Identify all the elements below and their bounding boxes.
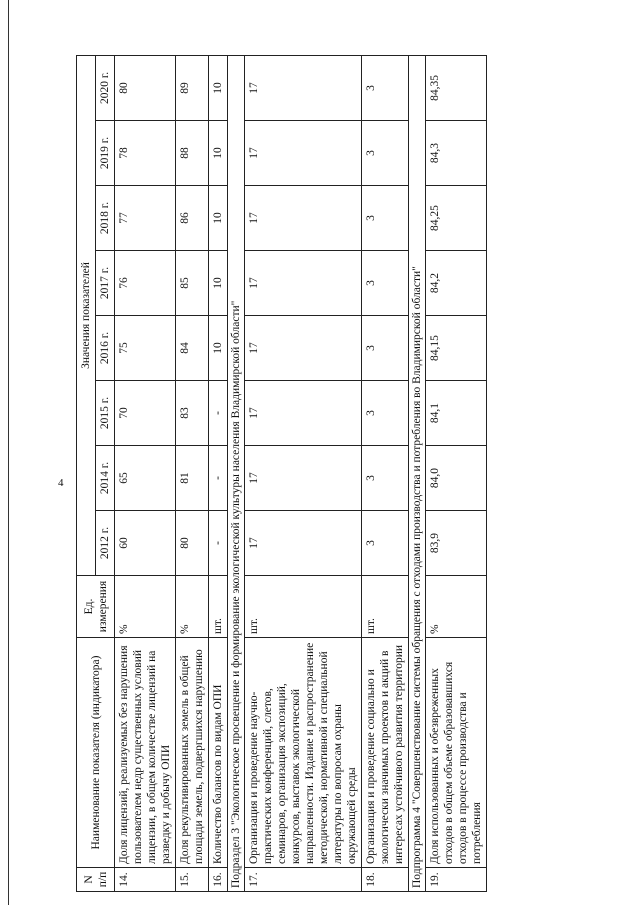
unit-cell: %	[176, 576, 209, 638]
value-cell: 84,1	[426, 381, 487, 446]
header-year: 2014 г.	[96, 446, 115, 511]
value-cell: 3	[362, 55, 409, 120]
value-cell: 17	[245, 251, 362, 316]
value-cell: 10	[209, 251, 228, 316]
value-cell: 3	[362, 511, 409, 576]
value-cell: 17	[245, 381, 362, 446]
indicator-name: Доля рекультивированных земель в общей площади земель, подвергшихся нарушению	[176, 638, 209, 868]
header-year: 2018 г.	[96, 186, 115, 251]
table-row	[426, 55, 487, 891]
value-cell: 3	[362, 186, 409, 251]
page-number: 4	[58, 477, 64, 489]
value-cell: 84,25	[426, 186, 487, 251]
value-cell: 84,0	[426, 446, 487, 511]
value-cell: 76	[115, 251, 176, 316]
header-year: 2020 г.	[96, 55, 115, 120]
value-cell: 10	[209, 316, 228, 381]
header-unit: Ед. измерения	[77, 576, 115, 638]
value-cell: 65	[115, 446, 176, 511]
row-number: 14.	[115, 868, 176, 892]
value-cell: 17	[245, 186, 362, 251]
unit-cell: %	[426, 576, 487, 638]
value-cell: 84,35	[426, 55, 487, 120]
row-number: 17.	[245, 868, 362, 892]
section-title: Подраздел 3 "Экологическое просвещение и формирование экологической культуры населения Владимирской области"	[228, 55, 245, 891]
value-cell: 89	[176, 55, 209, 120]
value-cell: 3	[362, 316, 409, 381]
header-indicator-name: Наименование показателя (индикатора)	[77, 638, 115, 868]
value-cell: 70	[115, 381, 176, 446]
value-cell: 60	[115, 511, 176, 576]
section-row	[409, 55, 426, 891]
indicator-name: Доля использованных и обезвреженных отходов в общем объеме образовавшихся отходов в процессе производства и потребления	[426, 638, 487, 868]
value-cell: 84,2	[426, 251, 487, 316]
value-cell: 80	[176, 511, 209, 576]
value-cell: 84	[176, 316, 209, 381]
value-cell: 17	[245, 511, 362, 576]
unit-cell: шт.	[362, 576, 409, 638]
header-year: 2012 г.	[96, 511, 115, 576]
header-number: N п/п	[77, 868, 115, 892]
value-cell: 88	[176, 121, 209, 186]
section-title: Подпрограмма 4 "Совершенствование системы обращения с отходами производства и потребления во Владимирской области"	[409, 55, 426, 891]
value-cell: 3	[362, 381, 409, 446]
indicator-name: Количество балансов по видам ОПИ	[209, 638, 228, 868]
value-cell: 10	[209, 121, 228, 186]
value-cell: 17	[245, 446, 362, 511]
row-number: 16.	[209, 868, 228, 892]
value-cell: 86	[176, 186, 209, 251]
table-row	[115, 55, 176, 891]
value-cell: -	[209, 511, 228, 576]
page-left-rule	[8, 0, 9, 905]
indicators-table	[76, 55, 487, 892]
header-year: 2015 г.	[96, 381, 115, 446]
indicator-name: Доля лицензий, реализуемых без нарушения пользователем недр существенных условий лицензии, в общем количестве лицензий на разведку и добычу ОПИ	[115, 638, 176, 868]
table-row	[362, 55, 409, 891]
value-cell: 75	[115, 316, 176, 381]
value-cell: 17	[245, 316, 362, 381]
indicator-name: Организация и проведение социально и экологически значимых проектов и акций в интересах устойчивого развития территории	[362, 638, 409, 868]
value-cell: 81	[176, 446, 209, 511]
row-number: 15.	[176, 868, 209, 892]
value-cell: 17	[245, 55, 362, 120]
value-cell: 85	[176, 251, 209, 316]
value-cell: 83	[176, 381, 209, 446]
row-number: 18.	[362, 868, 409, 892]
value-cell: 77	[115, 186, 176, 251]
table-row	[209, 55, 228, 891]
value-cell: 78	[115, 121, 176, 186]
value-cell: -	[209, 381, 228, 446]
unit-cell: шт.	[209, 576, 228, 638]
value-cell: 80	[115, 55, 176, 120]
header-year: 2017 г.	[96, 251, 115, 316]
row-number: 19.	[426, 868, 487, 892]
value-cell: 3	[362, 121, 409, 186]
header-year: 2019 г.	[96, 121, 115, 186]
value-cell: 84,3	[426, 121, 487, 186]
header-values-group: Значения показателей	[77, 55, 96, 575]
value-cell: 17	[245, 121, 362, 186]
value-cell: 84,15	[426, 316, 487, 381]
value-cell: -	[209, 446, 228, 511]
table-header	[77, 55, 115, 891]
table-row	[245, 55, 362, 891]
table-body	[115, 55, 487, 891]
header-year: 2016 г.	[96, 316, 115, 381]
unit-cell: %	[115, 576, 176, 638]
rotated-table-container	[76, 56, 632, 892]
value-cell: 10	[209, 186, 228, 251]
indicator-name: Организация и проведение научно-практических конференций, слетов, семинаров, организация экспозиций, конкурсов, выставок экологической направленности. Издание и распространение методической, нормативной и специальной литературы по вопросам охраны окружающей среды	[245, 638, 362, 868]
table-row	[176, 55, 209, 891]
value-cell: 3	[362, 446, 409, 511]
unit-cell: шт.	[245, 576, 362, 638]
value-cell: 83,9	[426, 511, 487, 576]
value-cell: 3	[362, 251, 409, 316]
section-row	[228, 55, 245, 891]
value-cell: 10	[209, 55, 228, 120]
